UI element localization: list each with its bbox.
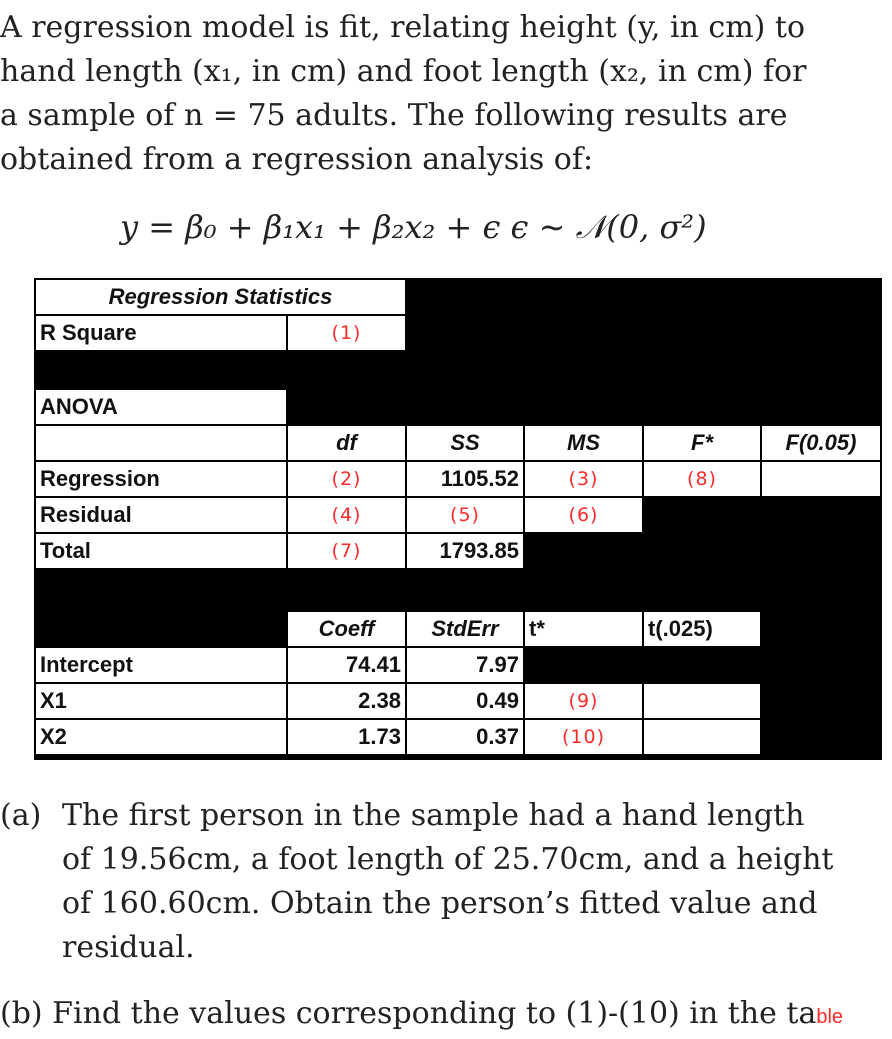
anova-cell: (3) bbox=[525, 462, 642, 496]
anova-header-blank bbox=[36, 426, 286, 460]
coef-cell: 0.49 bbox=[407, 684, 523, 718]
coef-cell-blank bbox=[644, 684, 760, 718]
anova-cell: (7) bbox=[288, 534, 405, 568]
anova-cell: (6) bbox=[525, 498, 642, 532]
anova-row-label: Residual bbox=[36, 498, 286, 532]
anova-row-label: Regression bbox=[36, 462, 286, 496]
anova-cell: (8) bbox=[644, 462, 760, 496]
anova-cell: (2) bbox=[288, 462, 405, 496]
coef-cell: (9) bbox=[525, 684, 642, 718]
anova-cell: 1793.85 bbox=[407, 534, 523, 568]
problem-intro bbox=[0, 6, 860, 182]
coef-header-t025: t(.025) bbox=[644, 612, 760, 646]
question-b-text: Find the values corresponding to (1)-(10) in the ta bbox=[52, 996, 817, 1031]
anova-title: ANOVA bbox=[36, 390, 286, 424]
regression-statistics-title: Regression Statistics bbox=[36, 280, 405, 314]
question-b bbox=[0, 992, 892, 1039]
r-square-label: R Square bbox=[36, 316, 286, 350]
anova-header-ss: SS bbox=[407, 426, 523, 460]
coef-cell: 74.41 bbox=[288, 648, 405, 682]
coef-header-coeff: Coeff bbox=[288, 612, 405, 646]
question-a bbox=[0, 794, 845, 970]
intro-line: a sample of n = 75 adults. The following results are bbox=[0, 98, 788, 133]
coef-row-label: X1 bbox=[36, 684, 286, 718]
anova-header-f: F* bbox=[644, 426, 760, 460]
coef-row-label: Intercept bbox=[36, 648, 286, 682]
coef-cell: 7.97 bbox=[407, 648, 523, 682]
coef-header-t: t* bbox=[525, 612, 642, 646]
intro-line: obtained from a regression analysis of: bbox=[0, 142, 594, 177]
anova-header-df: df bbox=[288, 426, 405, 460]
anova-cell: (5) bbox=[407, 498, 523, 532]
coef-row-label: X2 bbox=[36, 720, 286, 754]
coef-header-stderr: StdErr bbox=[407, 612, 523, 646]
anova-cell-blank bbox=[762, 462, 880, 496]
question-a-line: of 160.60cm. Obtain the person’s fitted value and bbox=[62, 886, 818, 921]
anova-cell: (4) bbox=[288, 498, 405, 532]
intro-line: A regression model is fit, relating height (y, in cm) to bbox=[0, 10, 806, 45]
r-square-value: (1) bbox=[288, 316, 405, 350]
question-a-line: of 19.56cm, a foot length of 25.70cm, and a height bbox=[62, 842, 834, 877]
question-b-label: (b) bbox=[0, 996, 43, 1031]
coef-cell: 0.37 bbox=[407, 720, 523, 754]
model-equation: y = β₀ + β₁x₁ + β₂x₂ + ϵ ϵ ∼ 𝒩(0, σ²) bbox=[120, 208, 707, 246]
anova-header-f005: F(0.05) bbox=[762, 426, 880, 460]
question-b-overlay: ble bbox=[816, 1006, 844, 1028]
anova-cell: 1105.52 bbox=[407, 462, 523, 496]
question-a-line: residual. bbox=[62, 930, 195, 965]
intro-line: hand length (x₁, in cm) and foot length (x₂, in cm) for bbox=[0, 54, 807, 89]
anova-row-label: Total bbox=[36, 534, 286, 568]
question-a-label: (a) bbox=[0, 798, 42, 833]
coef-cell: 2.38 bbox=[288, 684, 405, 718]
question-a-text bbox=[62, 794, 845, 970]
coef-cell-blank bbox=[644, 720, 760, 754]
coef-cell: 1.73 bbox=[288, 720, 405, 754]
anova-header-ms: MS bbox=[525, 426, 642, 460]
question-a-line: The first person in the sample had a hand length bbox=[62, 798, 805, 833]
coef-cell: (10) bbox=[525, 720, 642, 754]
regression-table bbox=[34, 278, 882, 760]
